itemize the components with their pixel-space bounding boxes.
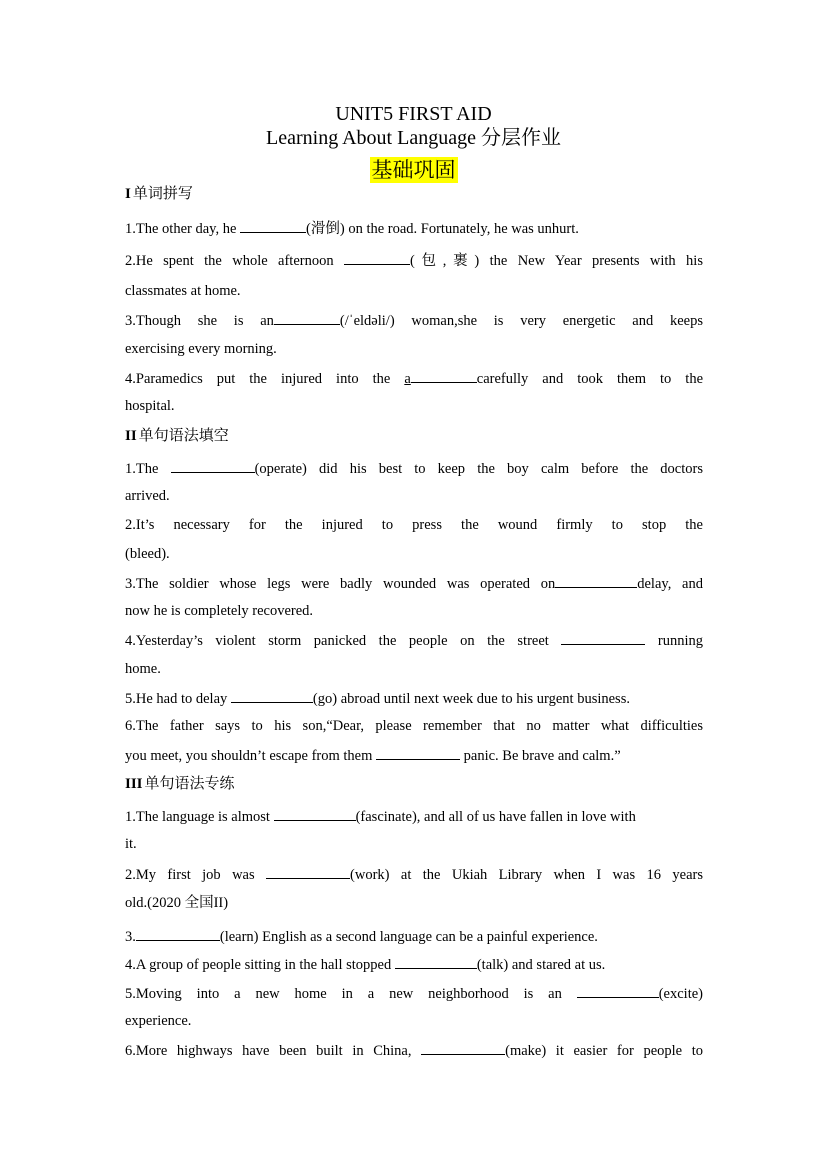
unit-title: UNIT5 FIRST AID [335, 103, 492, 125]
question-line: 3. (learn) English as a second language can be a painful experience. [125, 926, 703, 947]
answer-blank[interactable] [555, 573, 637, 588]
section-title: 单句语法专练 [144, 776, 235, 792]
answer-blank[interactable] [274, 310, 340, 325]
question-line-continued: arrived. [125, 488, 170, 504]
question-line: 3.The soldier whose legs were badly wounded was operated on delay, and [125, 573, 703, 594]
answer-blank[interactable] [231, 688, 313, 703]
question-line: 2.He spent the whole afternoon (包,裹) the New Year presents with his [125, 250, 703, 271]
hint-letter: a [404, 371, 411, 387]
section-heading-2 [125, 426, 229, 446]
answer-blank[interactable] [171, 458, 255, 473]
question-line-continued: (bleed). [125, 546, 170, 562]
question-line-continued: it. [125, 836, 137, 852]
answer-blank[interactable] [577, 983, 659, 998]
answer-blank[interactable] [240, 218, 306, 233]
question-line-continued: you meet, you shouldn’t escape from them panic. Be brave and calm.” [125, 745, 703, 766]
question-line: 4.A group of people sitting in the hall stopped (talk) and stared at us. [125, 954, 703, 975]
question-line: 1.The language is almost (fascinate), and all of us have fallen in love with [125, 806, 703, 827]
question-line-continued: old.(2020 全国II) [125, 895, 229, 911]
section-number: II [125, 428, 137, 444]
question-line: 3.Though she is an (/ˈeldəli/) woman,she is very energetic and keeps [125, 310, 703, 331]
answer-blank[interactable] [395, 954, 477, 969]
section-title: 单词拼写 [132, 186, 193, 202]
answer-blank[interactable] [421, 1040, 505, 1055]
question-line: 5.He had to delay (go) abroad until next week due to his urgent business. [125, 688, 703, 709]
section-title: 单句语法填空 [138, 428, 229, 444]
question-line-continued: experience. [125, 1013, 192, 1029]
question-line: 2.It’s necessary for the injured to press the wound firmly to stop the [125, 517, 703, 533]
question-line: 2.My first job was (work) at the Ukiah Library when I was 16 years [125, 864, 703, 885]
answer-blank[interactable] [411, 368, 477, 383]
answer-blank[interactable] [376, 745, 460, 760]
answer-blank[interactable] [136, 926, 220, 941]
highlighted-level-label: 基础巩固 [371, 158, 456, 182]
question-line: 4.Paramedics put the injured into the a carefully and took them to the [125, 368, 703, 389]
section-heading-3 [125, 774, 235, 794]
question-line: 4.Yesterday’s violent storm panicked the people on the street running [125, 630, 703, 651]
answer-blank[interactable] [561, 630, 645, 645]
answer-blank[interactable] [266, 864, 350, 879]
answer-blank[interactable] [344, 250, 410, 265]
question-line: 5.Moving into a new home in a new neighborhood is an (excite) [125, 983, 703, 1004]
question-line: 6.The father says to his son,“Dear, please remember that no matter what difficulties [125, 718, 703, 734]
question-line-continued: home. [125, 661, 161, 677]
section-number: III [125, 776, 143, 792]
question-line-continued: classmates at home. [125, 283, 241, 299]
question-line: 1.The other day, he (滑倒) on the road. Fortunately, he was unhurt. [125, 218, 703, 239]
question-line-continued: exercising every morning. [125, 341, 277, 357]
lesson-title: Learning About Language 分层作业 [266, 127, 561, 149]
section-heading-1 [125, 184, 193, 204]
question-line: 6.More highways have been built in China, (make) it easier for people to [125, 1040, 703, 1061]
question-line-continued: hospital. [125, 398, 175, 414]
level-heading [0, 157, 827, 183]
question-line-continued: now he is completely recovered. [125, 603, 314, 619]
section-number: I [125, 186, 131, 202]
answer-blank[interactable] [274, 806, 356, 821]
question-line: 1.The (operate) did his best to keep the boy calm before the doctors [125, 458, 703, 479]
